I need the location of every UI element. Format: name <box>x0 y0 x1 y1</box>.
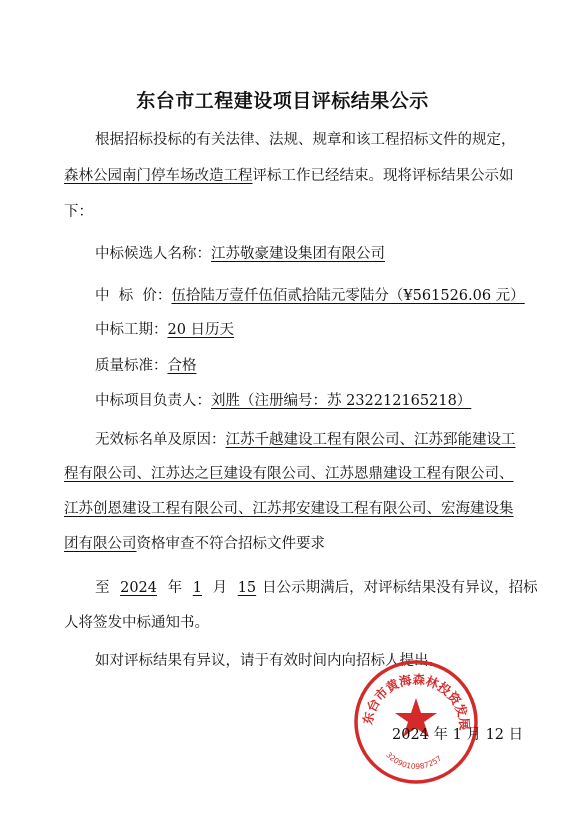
notice-rest: 日公示期满后，对评标结果没有异议，招标 <box>262 580 538 596</box>
manager-label: 中标项目负责人： <box>95 393 211 409</box>
objection-line: 如对评标结果有异议，请于有效时间内向招标人提出。 <box>95 653 443 669</box>
issue-date: 2024 年 1 月 12 日 <box>392 727 524 743</box>
notice-year: 2024 <box>120 580 158 596</box>
period-value: 20 日历天 <box>167 322 235 338</box>
price-row <box>95 284 525 305</box>
document-title: 东台市工程建设项目评标结果公示 <box>136 90 429 112</box>
invalid-value-2: 程有限公司、江苏达之巨建设有限公司、江苏恩鼎建设工程有限公司、 <box>64 466 514 482</box>
notice-month: 1 <box>192 580 202 596</box>
notice-prefix: 至 <box>95 580 110 596</box>
invalid-value-1: 江苏千越建设工程有限公司、江苏郅能建设工 <box>225 432 516 448</box>
intro-line-2 <box>64 164 514 185</box>
intro-line-2-rest: 评标工作已经结束。现将评标结果公示如 <box>252 168 514 184</box>
manager-row <box>95 389 471 410</box>
official-seal <box>352 658 480 786</box>
intro-line-1: 根据招标投标的有关法律、法规、规章和该工程招标文件的规定， <box>95 132 516 148</box>
invalid-line-3 <box>64 497 514 518</box>
invalid-line-1 <box>95 428 516 449</box>
invalid-line-4 <box>64 532 325 553</box>
seal-number: 3209010987257 <box>384 750 444 771</box>
candidate-row <box>95 242 385 263</box>
invalid-reason: 资格审查不符合招标文件要求 <box>136 536 325 552</box>
invalid-line-2 <box>64 462 514 483</box>
quality-value: 合格 <box>167 358 197 374</box>
period-label: 中标工期： <box>95 322 168 338</box>
period-row <box>95 318 234 339</box>
invalid-value-3: 江苏创恩建设工程有限公司、江苏邦安建设工程有限公司、宏海建设集 <box>64 501 514 517</box>
invalid-value-4: 团有限公司 <box>64 536 137 552</box>
candidate-value: 江苏敬豪建设集团有限公司 <box>211 246 385 262</box>
price-value: 伍拾陆万壹仟伍佰贰拾陆元零陆分（¥561526.06 元） <box>171 288 525 304</box>
manager-value: 刘胜（注册编号：苏 232212165218） <box>211 393 472 409</box>
notice-year-unit: 年 <box>167 580 183 596</box>
project-name: 森林公园南门停车场改造工程 <box>64 168 253 184</box>
candidate-label: 中标候选人名称： <box>95 246 211 262</box>
notice-line-2: 人将签发中标通知书。 <box>64 615 209 631</box>
quality-row <box>95 354 197 375</box>
notice-month-unit: 月 <box>212 580 228 596</box>
quality-label: 质量标准： <box>95 358 168 374</box>
invalid-label: 无效标名单及原因： <box>95 432 226 448</box>
price-label: 中 标 价： <box>95 288 172 304</box>
notice-line-1 <box>95 576 538 597</box>
seal-graphic <box>352 658 480 786</box>
intro-line-3: 下： <box>64 204 93 220</box>
seal-text: 东台市黄海森林投资发展 <box>359 671 473 731</box>
notice-day: 15 <box>237 580 257 596</box>
